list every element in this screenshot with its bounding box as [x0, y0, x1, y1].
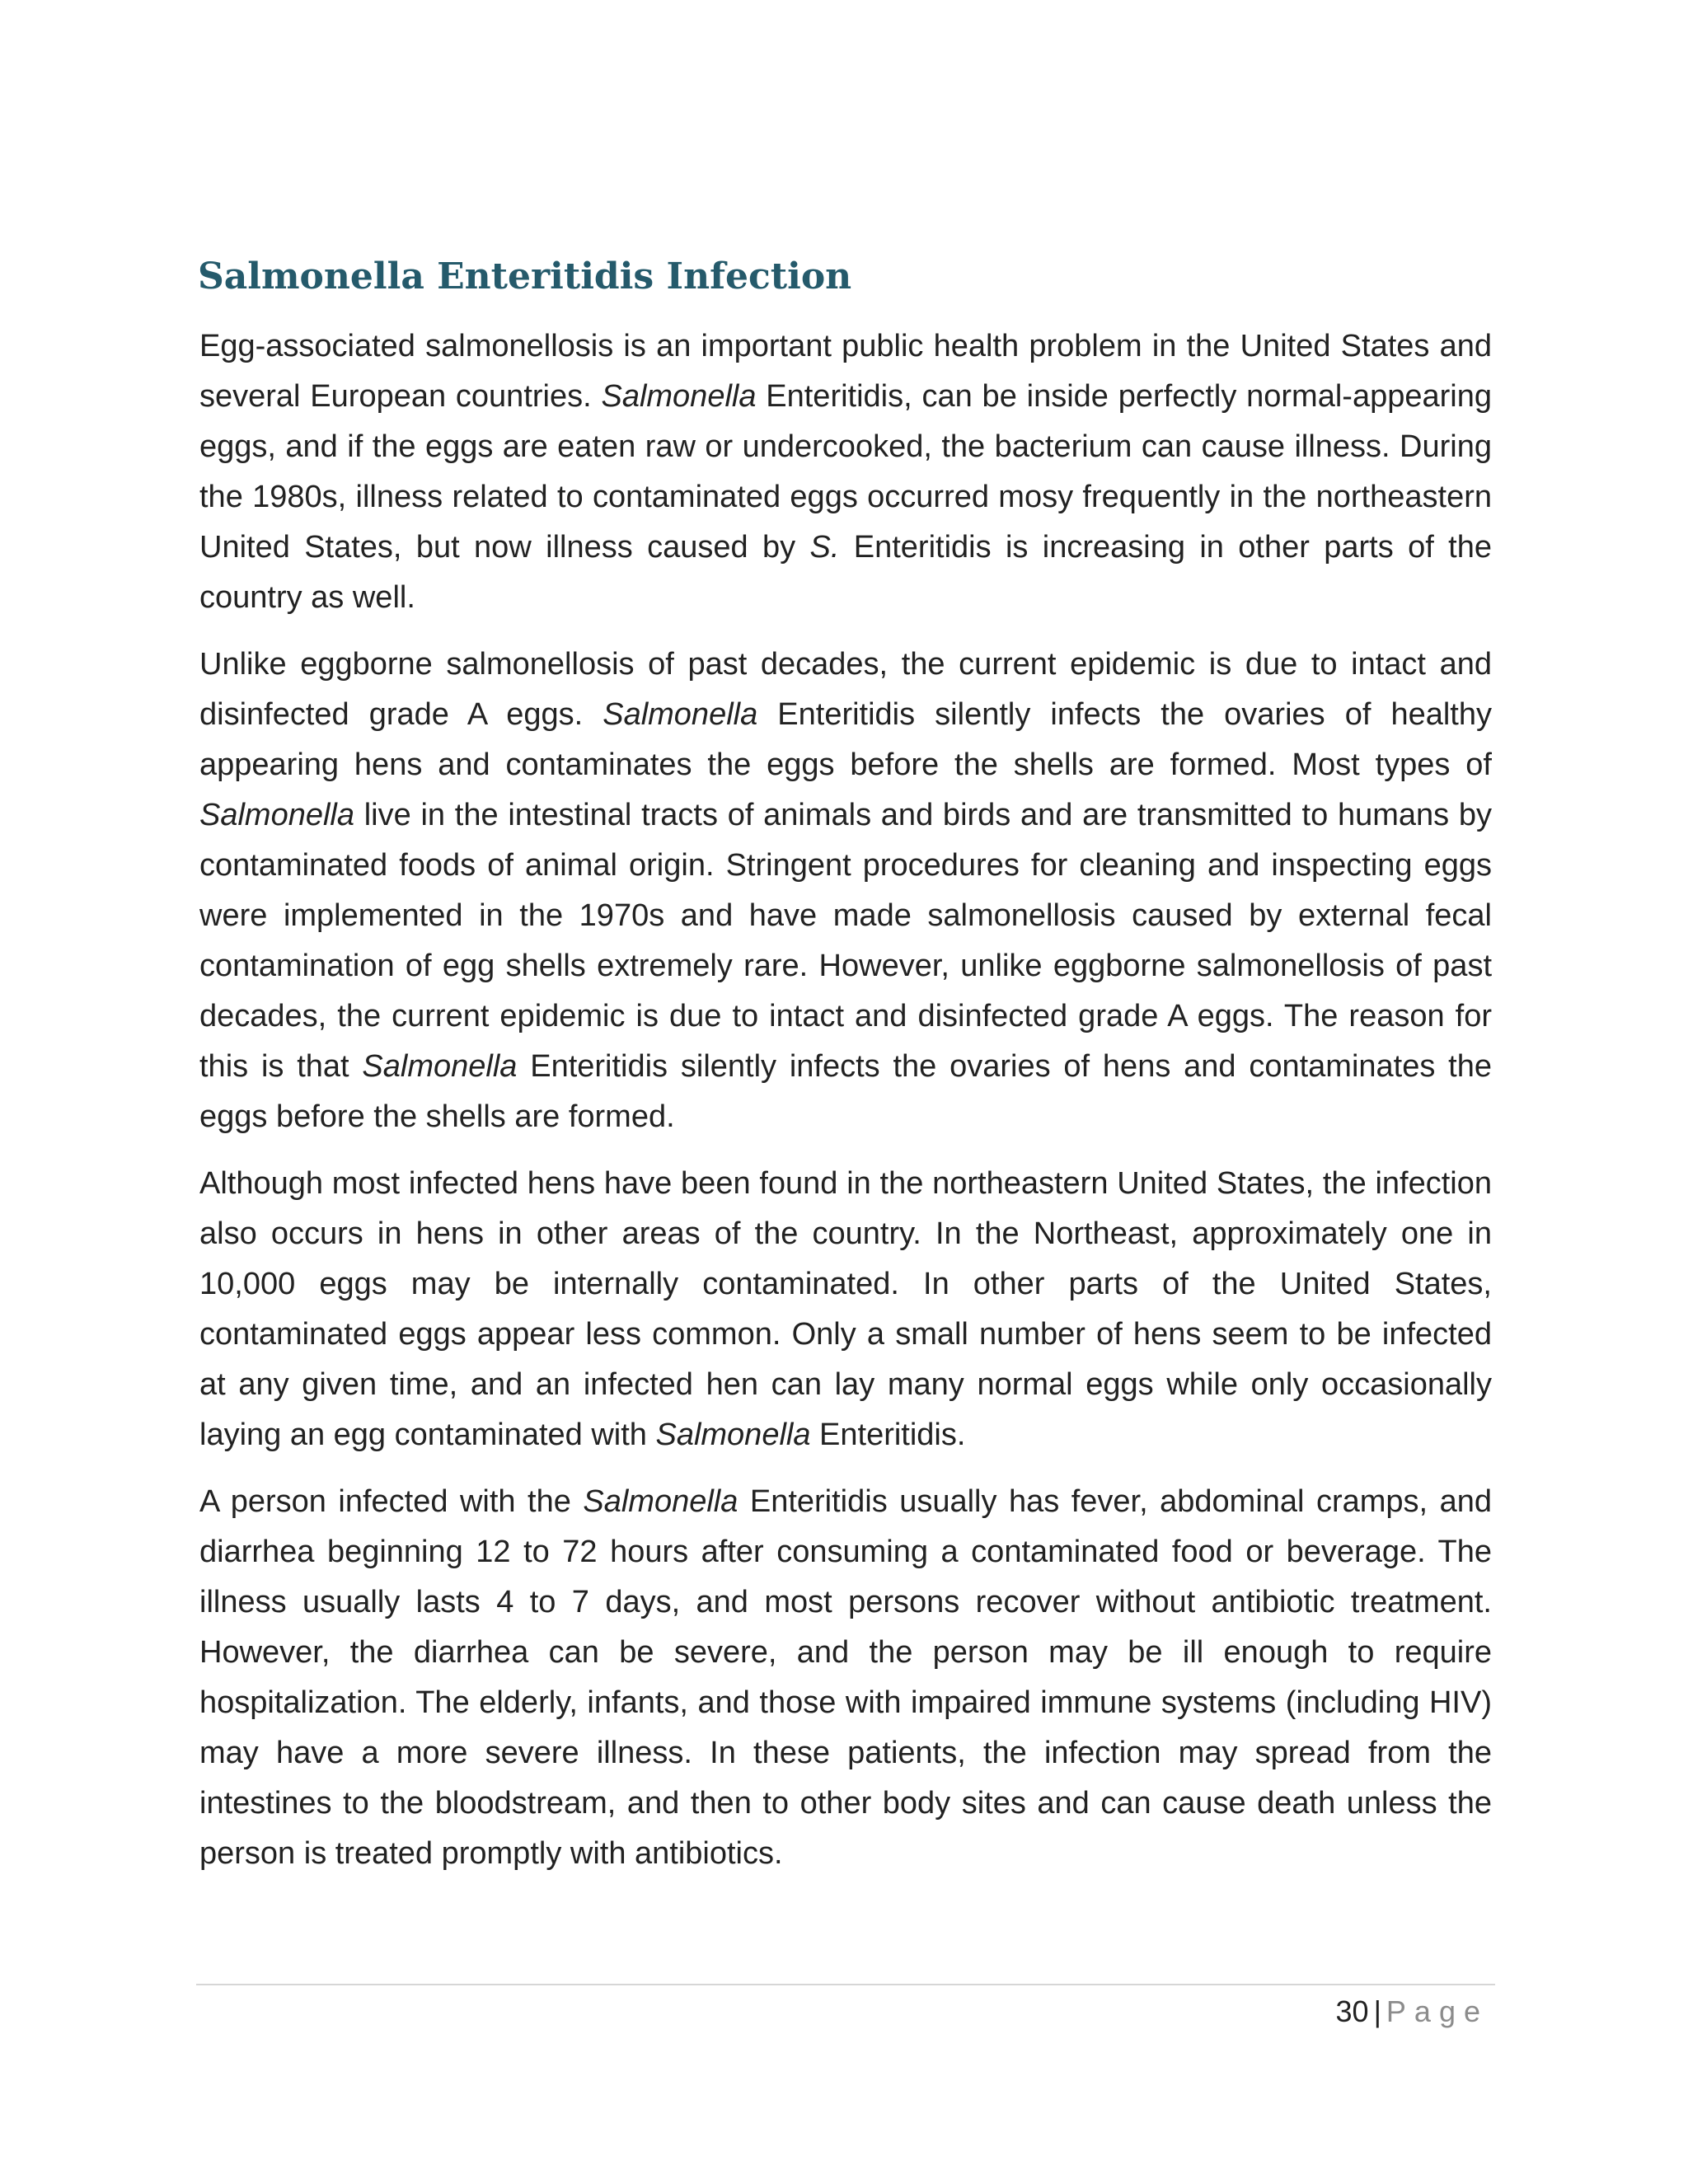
section-heading: Salmonella Enteritidis Infection: [198, 255, 852, 298]
paragraph-text: Enteritidis silently infects the ovaries of hens and contaminates the eggs before the shells are formed.: [199, 1049, 1492, 1134]
species-name-italic: Salmonella: [199, 798, 354, 832]
paragraph-3: [199, 1159, 1492, 1460]
page-label: Page: [1386, 1994, 1489, 2028]
paragraph-1: [199, 321, 1492, 623]
paragraph-text: Enteritidis is increasing in other parts of the country as well.: [199, 530, 1492, 615]
paragraph-text: Unlike eggborne salmonellosis of past decades, the current epidemic is due to intact and disinfected grade A eggs.: [199, 647, 1492, 732]
species-name-italic: Salmonella: [601, 379, 757, 414]
paragraph-text: Enteritidis usually has fever, abdominal cramps, and diarrhea beginning 12 to 72 hours after consuming a contaminated food or beverage. The illness usually lasts 4 to 7 days, and most persons recover without antibiotic treatment. However, the diarrhea can be severe, and the person may be ill enough to require hospitalization. The elderly, infants, and those with impaired immune systems (including HIV) may have a more severe illness. In these patients, the infection may spread from the intestines to the bloodstream, and then to other body sites and can cause death unless the person is treated promptly with antibiotics.: [199, 1484, 1492, 1871]
paragraph-text: Enteritidis.: [810, 1418, 966, 1452]
page-footer: [1336, 1989, 1489, 2035]
species-name-italic: Salmonella: [655, 1418, 811, 1452]
paragraph-text: Egg-associated salmonellosis is an important public health problem in the United States and several European countries.: [199, 329, 1492, 414]
body-text: [199, 321, 1492, 1896]
paragraph-text: Enteritidis, can be inside perfectly normal-appearing eggs, and if the eggs are eaten raw or undercooked, the bacterium can cause illness. During the 1980s, illness related to contaminated eggs occurred mosy frequently in the northeastern United States, but now illness caused by: [199, 379, 1492, 565]
paragraph-text: A person infected with the: [199, 1484, 584, 1519]
page-number: 30: [1335, 1994, 1369, 2028]
footer-divider: [196, 1984, 1495, 1985]
paragraph-2: [199, 640, 1492, 1142]
paragraph-text: live in the intestinal tracts of animals and birds and are transmitted to humans by contaminated foods of animal origin. Stringent procedures for cleaning and inspecting eggs were implemented in the 1970s and have made salmonellosis caused by external fecal contamination of egg shells extremely rare. However, unlike eggborne salmonellosis of past decades, the current epidemic is due to intact and disinfected grade A eggs. The reason for this is that: [199, 798, 1492, 1084]
paragraph-text: Enteritidis silently infects the ovaries of healthy appearing hens and contaminates the eggs before the shells are formed. Most types of: [199, 697, 1493, 782]
species-name-italic: Salmonella: [603, 697, 758, 732]
paragraph-text: Although most infected hens have been found in the northeastern United States, the infection also occurs in hens in other areas of the country. In the Northeast, approximately one in 10,000 eggs may be internally contaminated. In other parts of the United States, contaminated eggs appear less common. Only a small number of hens seem to be infected at any given time, and an infected hen can lay many normal eggs while only occasionally laying an egg contaminated with: [199, 1166, 1492, 1452]
species-name-italic: Salmonella: [362, 1049, 518, 1084]
paragraph-4: [199, 1477, 1492, 1879]
footer-separator: |: [1373, 1994, 1381, 2028]
species-name-italic: Salmonella: [583, 1484, 738, 1519]
species-abbrev-italic: S.: [809, 530, 840, 565]
